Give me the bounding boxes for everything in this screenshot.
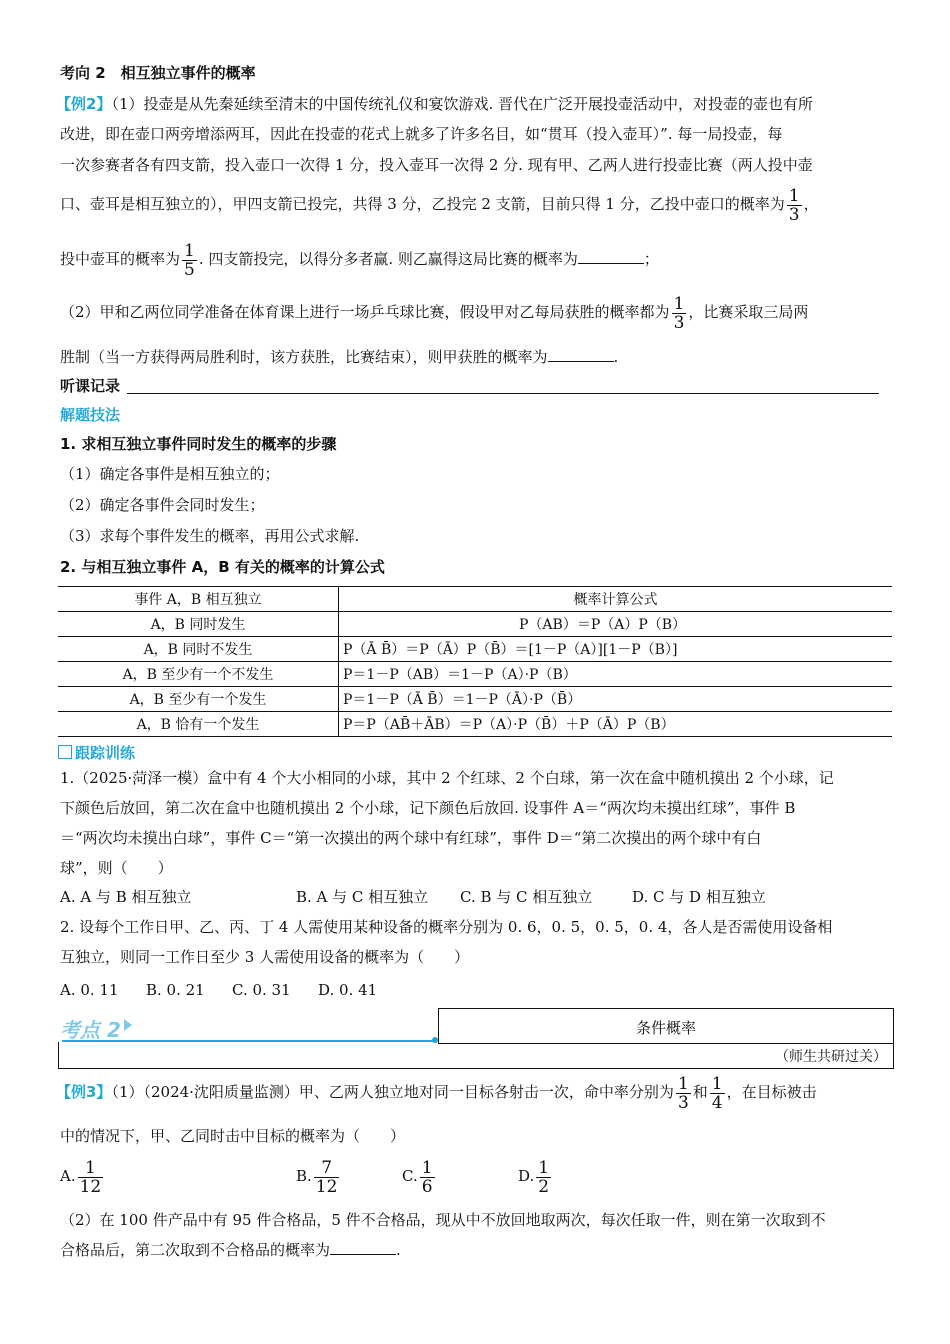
notes-label: 听课记录 bbox=[60, 377, 121, 395]
q1-option-c[interactable]: C. B 与 C 相互独立 bbox=[460, 888, 593, 906]
example2-line7: 胜制（当一方获得两局胜利时，该方获胜，比赛结束），则甲获胜的概率为 . bbox=[60, 348, 619, 366]
q2-line2: 互独立，则同一工作日至少 3 人需使用设备的概率为（ ） bbox=[60, 948, 470, 966]
ex3-option-d[interactable]: D. $\frac{1}{2}$ bbox=[518, 1157, 550, 1197]
q2-line1: 2. 设每个工作日甲、乙、丙、丁 4 人需使用某种设备的概率分别为 0. 6，0. 5，0. 5，0. 4，各人是否需使用设备相 bbox=[60, 918, 833, 936]
table-cell: P（Ā B̄）＝P（Ā）P（B̄）＝[1－P（A）][1－P（B）] bbox=[339, 637, 893, 662]
example2-line5: 投中壶耳的概率为 $\frac{1}{5}$ . 四支箭投完，以得分多者赢. 则乙赢得这局比赛的概率为 ； bbox=[60, 240, 659, 280]
q2-option-a[interactable]: A. 0. 11 bbox=[60, 981, 119, 999]
table-row bbox=[58, 662, 892, 687]
example2-text-1: （1）投壶是从先秦延续至清末的中国传统礼仪和宴饮游戏. 晋代在广泛开展投壶活动中，对投壶的壶也有所 bbox=[111, 95, 814, 113]
table-cell: A，B 恰有一个发生 bbox=[58, 712, 339, 737]
q1-option-a[interactable]: A. A 与 B 相互独立 bbox=[60, 888, 192, 906]
technique-heading-2: 2. 与相互独立事件 A，B 有关的概率的计算公式 bbox=[60, 558, 385, 576]
example3-line1: 【例3】（1）（2024·沈阳质量监测）甲、乙两人独立地对同一目标各射击一次，命中率分别为 $\frac{1}{3}$ 和 $\frac{1}{4}$ ，在目标被击 bbox=[56, 1073, 817, 1113]
fraction: $\frac{1}{3}$ bbox=[788, 185, 800, 225]
technique-step: （1）确定各事件是相互独立的； bbox=[60, 465, 280, 483]
kaodian-title-box bbox=[438, 1008, 894, 1044]
example2-line1 bbox=[56, 94, 813, 114]
kaodian-logo: 考点 2 bbox=[60, 1018, 121, 1042]
technique-heading-1: 1. 求相互独立事件同时发生的概率的步骤 bbox=[60, 435, 337, 453]
table-row bbox=[58, 612, 892, 637]
notes-underline[interactable] bbox=[127, 393, 879, 394]
table-cell: P＝P（AB̄＋ĀB）＝P（A）·P（B̄）＋P（Ā）P（B） bbox=[339, 712, 893, 737]
table-row bbox=[58, 712, 892, 737]
example3-line4: 合格品后，第二次取到不合格品的概率为 . bbox=[60, 1241, 401, 1259]
arrow-right-icon bbox=[124, 1019, 132, 1031]
table-cell: A，B 至少有一个不发生 bbox=[58, 662, 339, 687]
q1-line4: 球”，则（ ） bbox=[60, 859, 173, 877]
fraction: $\frac{1}{3}$ bbox=[677, 1073, 689, 1113]
table-row bbox=[58, 687, 892, 712]
fraction: $\frac{1}{5}$ bbox=[184, 240, 195, 280]
technique-step: （3）求每个事件发生的概率，再用公式求解. bbox=[60, 527, 360, 545]
q2-option-d[interactable]: D. 0. 41 bbox=[318, 981, 378, 999]
q2-option-b[interactable]: B. 0. 21 bbox=[146, 981, 205, 999]
table-cell: P＝1－P（Ā B̄）＝1－P（Ā）·P（B̄） bbox=[339, 687, 893, 712]
fraction: $\frac{1}{4}$ bbox=[711, 1073, 723, 1113]
example2-line6: （2）甲和乙两位同学准备在体育课上进行一场乒乓球比赛，假设甲对乙每局获胜的概率都为 $\frac{1}{3}$ ，比赛采取三局两 bbox=[60, 293, 809, 333]
q1-line3: ＝“两次均未摸出白球”，事件 C＝“第一次摸出的两个球中有红球”，事件 D＝“第二次摸出的两个球中有白 bbox=[60, 829, 762, 847]
ex3-option-a[interactable]: A. $\frac{1}{12}$ bbox=[60, 1157, 102, 1197]
q1-option-b[interactable]: B. A 与 C 相互独立 bbox=[296, 888, 429, 906]
q1-line2: 下颜色后放回，第二次在盒中也随机摸出 2 个小球，记下颜色后放回. 设事件 A＝“两次均未摸出红球”，事件 B bbox=[60, 799, 796, 817]
table-cell: A，B 至少有一个发生 bbox=[58, 687, 339, 712]
q2-option-c[interactable]: C. 0. 31 bbox=[232, 981, 291, 999]
example3-line3: （2）在 100 件产品中有 95 件合格品，5 件不合格品，现从中不放回地取两次，每次任取一件，则在第一次取到不 bbox=[60, 1211, 826, 1229]
table-row bbox=[58, 637, 892, 662]
table-header-cell: 事件 A，B 相互独立 bbox=[58, 587, 339, 612]
example3-line2: 中的情况下，甲、乙同时击中目标的概率为（ ） bbox=[60, 1127, 406, 1145]
kaodian-note: （师生共研过关） bbox=[775, 1049, 887, 1065]
table-cell: A，B 同时不发生 bbox=[58, 637, 339, 662]
example2-text-4: 口、壶耳是相互独立的），甲四支箭已投完，共得 3 分，乙投完 2 支箭，目前只得 1 分，乙投中壶口的概率为 bbox=[60, 195, 785, 213]
section-heading: 考向 2 相互独立事件的概率 bbox=[60, 64, 256, 82]
example2-line2: 改进，即在壶口两旁增添两耳，因此在投壶的花式上就多了许多名目，如“贯耳（投入壶耳）”. 每一局投壶，每 bbox=[60, 125, 783, 143]
checkbox-icon bbox=[58, 745, 72, 759]
ex3-option-b[interactable]: B. $\frac{7}{12}$ bbox=[296, 1157, 338, 1197]
ex3-option-c[interactable]: C. $\frac{1}{6}$ bbox=[402, 1157, 433, 1197]
q1-line1: 1.（2025·菏泽一模）盒中有 4 个大小相同的小球，其中 2 个红球、2 个白球，第一次在盒中随机摸出 2 个小球，记 bbox=[60, 769, 834, 787]
table-header-cell: 概率计算公式 bbox=[339, 587, 893, 612]
table-cell: P（AB）＝P（A）P（B） bbox=[339, 612, 893, 637]
technique-step: （2）确定各事件会同时发生； bbox=[60, 496, 265, 514]
kaodian-title: 条件概率 bbox=[635, 1019, 696, 1037]
kaodian-note-bar bbox=[58, 1042, 894, 1069]
example2-line4: 口、壶耳是相互独立的），甲四支箭已投完，共得 3 分，乙投完 2 支箭，目前只得 1 分，乙投中壶口的概率为 $\frac{1}{3}$ ， bbox=[60, 185, 819, 225]
answer-blank[interactable] bbox=[330, 1240, 396, 1255]
answer-blank[interactable] bbox=[548, 347, 614, 362]
formula-table bbox=[58, 586, 892, 737]
table-header-row bbox=[58, 587, 892, 612]
example3-tag: 【例3】 bbox=[56, 1083, 112, 1101]
example2-line3: 一次参赛者各有四支箭，投入壶口一次得 1 分，投入壶耳一次得 2 分. 现有甲、乙两人进行投壶比赛（两人投中壶 bbox=[60, 156, 813, 174]
example2-tag: 【例2】 bbox=[56, 95, 112, 113]
q1-option-d[interactable]: D. C 与 D 相互独立 bbox=[632, 888, 766, 906]
answer-blank[interactable] bbox=[578, 249, 644, 264]
technique-title: 解题技法 bbox=[60, 406, 121, 424]
fraction: $\frac{1}{3}$ bbox=[673, 293, 685, 333]
practice-title: 跟踪训练 bbox=[58, 743, 135, 763]
table-cell: A，B 同时发生 bbox=[58, 612, 339, 637]
table-cell: P＝1－P（AB）＝1－P（A）·P（B） bbox=[339, 662, 893, 687]
